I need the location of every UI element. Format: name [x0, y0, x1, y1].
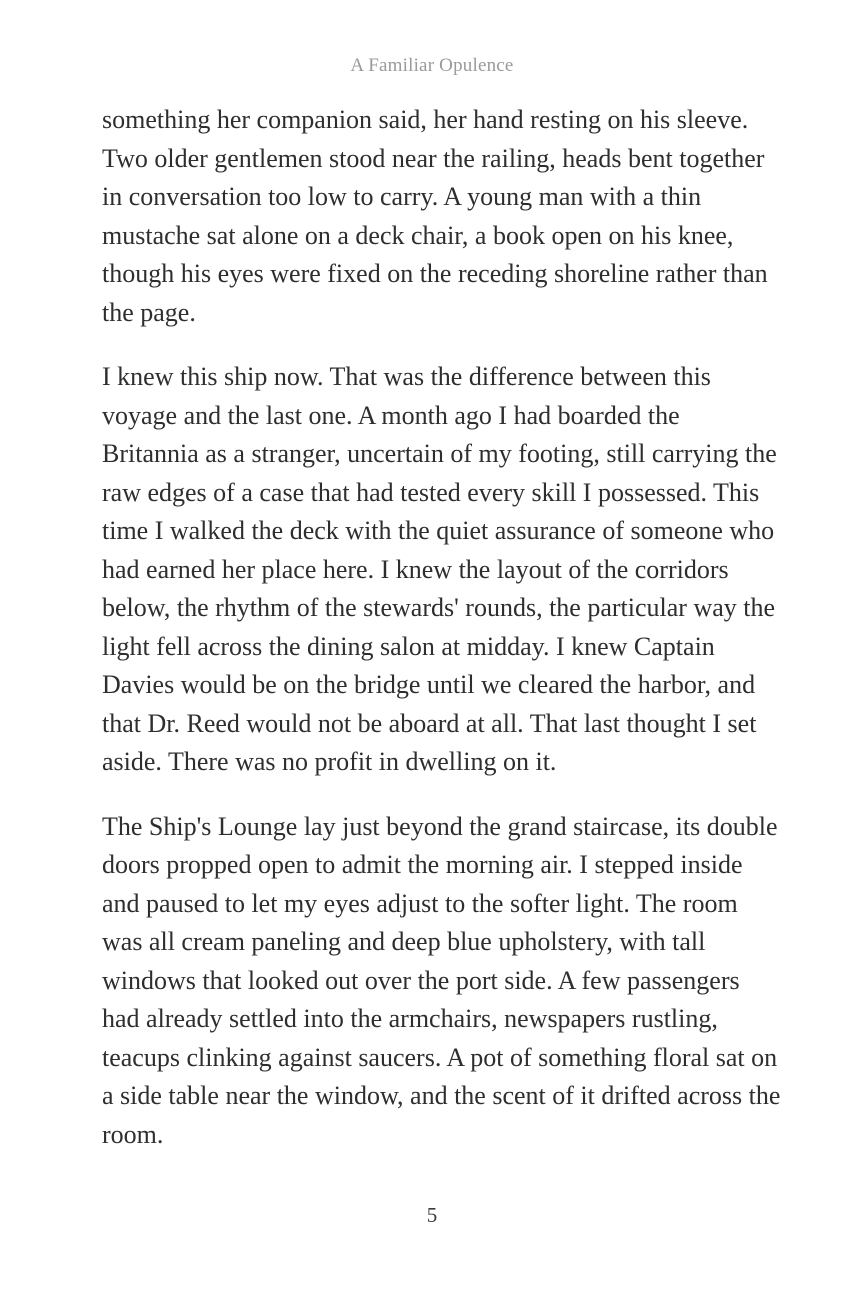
running-header-title: A Familiar Opulence — [350, 55, 514, 76]
page-number: 5 — [426, 1203, 438, 1227]
body-text — [102, 101, 782, 1180]
paragraph-2: I knew this ship now. That was the difference between this voyage and the last one. A month ago I had boarded the Britannia as a stranger, uncertain of my footing, still carrying the raw edges of a case that had tested every skill I possessed. This time I walked the deck with the quiet assurance of someone who had earned her place here. I knew the layout of the corridors below, the rhythm of the stewards' rounds, the particular way the light fell across the dining salon at midday. I knew Captain Davies would be on the bridge until we cleared the harbor, and that Dr. Reed would not be aboard at all. That last thought I set aside. There was no profit in dwelling on it. — [102, 362, 777, 776]
paragraph-3: The Ship's Lounge lay just beyond the grand staircase, its double doors propped open to admit the morning air. I stepped inside and paused to let my eyes adjust to the softer light. The room was all cream paneling and deep blue upholstery, with tall windows that looked out over the port side. A few passengers had already settled into the armchairs, newspapers rustling, teacups clinking against saucers. A pot of something floral sat on a side table near the window, and the scent of it drifted across the room. — [102, 811, 781, 1149]
paragraph-1: something her companion said, her hand resting on his sleeve. Two older gentlemen stood near the railing, heads bent together in conversation too low to carry. A young man with a thin mustache sat alone on a deck chair, a book open on his knee, though his eyes were fixed on the receding shoreline rather than the page. — [102, 105, 768, 327]
